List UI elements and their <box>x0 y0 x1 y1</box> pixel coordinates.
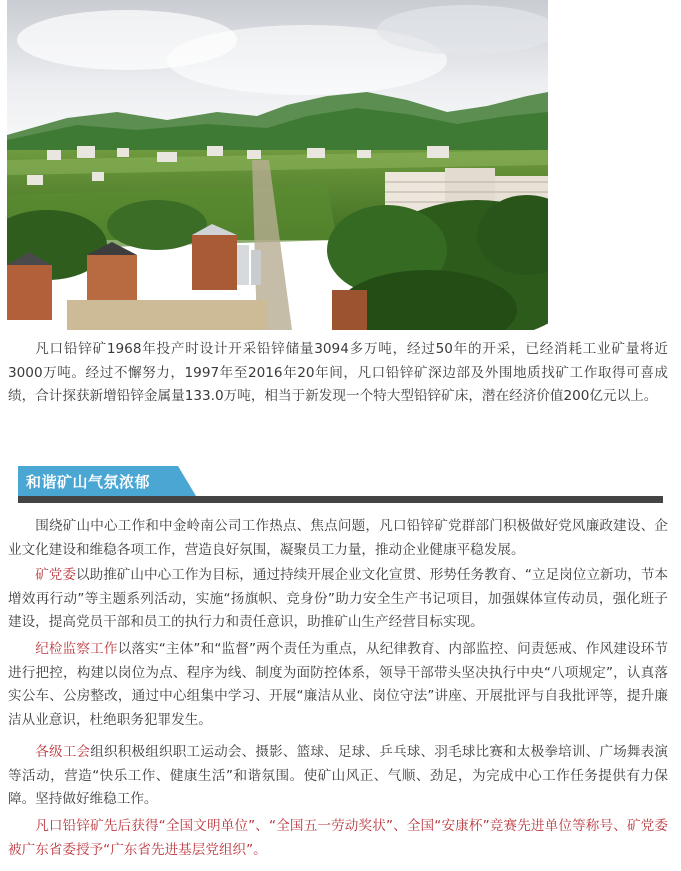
paragraph-party-committee <box>8 564 668 635</box>
paragraph-union <box>8 741 668 812</box>
discipline-label: 纪检监察工作 <box>35 641 118 657</box>
party-committee-label: 矿党委 <box>35 567 76 583</box>
mine-town-illustration <box>7 0 548 330</box>
section-header <box>18 466 663 506</box>
paragraph-discipline <box>8 638 668 732</box>
intro-paragraph: 凡口铅锌矿1968年投产时设计开采铅锌储量3094多万吨，经过50年的开采，已经消耗工业矿量将近3000万吨。经过不懈努力，1997年至2016年20年间，凡口铅锌矿深边部及外围地质找矿工作取得可喜成绩，合计探获新增铅锌金属量133.0万吨，相当于新发现一个特大型铅锌矿床，潜在经济价值200亿元以上。 <box>8 341 668 404</box>
union-text: 组织积极组织职工运动会、摄影、篮球、足球、乒乓球、羽毛球比赛和太极拳培训、广场舞表演等活动，营造“快乐工作、健康生活”和谐氛围。使矿山风正、气顺、劲足，为完成中心工作任务提供有力保障。坚持做好维稳工作。 <box>8 744 669 807</box>
landscape-photo <box>7 0 548 330</box>
section-divider <box>18 496 663 503</box>
discipline-text: 以落实“主体”和“监督”两个责任为重点，从纪律教育、内部监控、问责惩戒、作风建设环节进行把控，构建以岗位为点、程序为线、制度为面防控体系，领导干部带头坚决执行中央“八项规定”，认真落实公车、公房整改，通过中心组集中学习、开展“廉洁从业、岗位守法”讲座、开展批评与自我批评等，提升廉洁从业意识，杜绝职务犯罪发生。 <box>8 641 669 728</box>
paragraph-overview: 围绕矿山中心工作和中金岭南公司工作热点、焦点问题，凡口铅锌矿党群部门积极做好党风廉政建设、企业文化建设和维稳各项工作，营造良好氛围，凝聚员工力量，推动企业健康平稳发展。 <box>8 518 668 558</box>
paragraph-honors: 凡口铅锌矿先后获得“全国文明单位”、“全国五一劳动奖状”、全国“安康杯”竞赛先进单位等称号、矿党委被广东省委授予“广东省先进基层党组织”。 <box>8 818 668 858</box>
union-label: 各级工会 <box>35 744 91 760</box>
section-title: 和谐矿山气氛浓郁 <box>26 473 151 491</box>
party-committee-text: 以助推矿山中心工作为目标，通过持续开展企业文化宣贯、形势任务教育、“立足岗位立新功，节本增效再行动”等主题系列活动，实施“扬旗帜、竞身份”助力安全生产书记项目，加强媒体宣传动员，强化班子建设，提高党员干部和员工的执行力和责任意识，助推矿山生产经营目标实现。 <box>8 567 668 630</box>
